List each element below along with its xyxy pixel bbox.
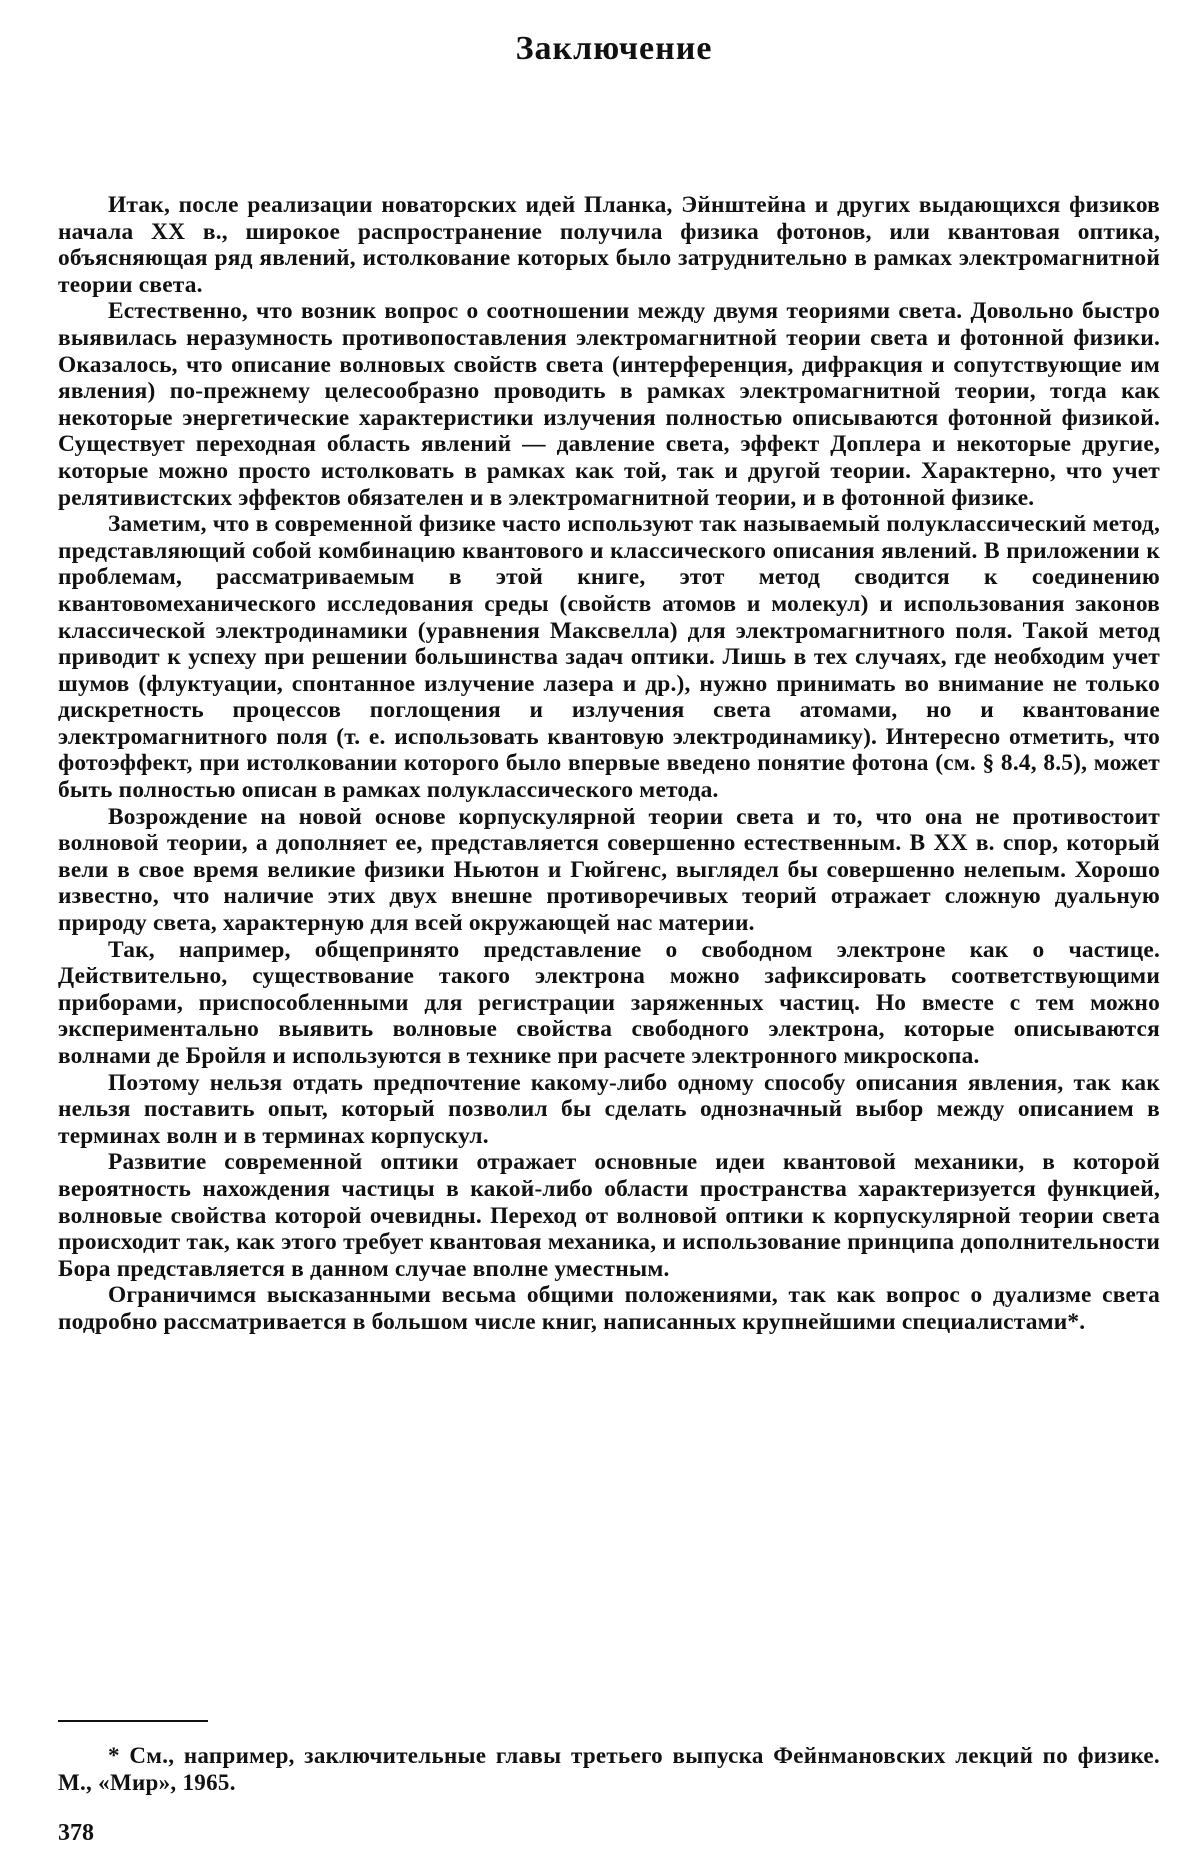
footnote: * См., например, заключительные главы третьего выпуска Фейнмановских лекций по физике. М., «Мир», 1965. xyxy=(58,1743,1160,1795)
paragraph-6: Поэтому нельзя отдать предпочтение какому-либо одному способу описания явления, так как нельзя поставить опыт, который позволил бы сделать однозначный выбор между описанием в терминах волн и в терминах корпускул. xyxy=(58,1069,1160,1149)
book-page xyxy=(58,30,1160,1850)
paragraph-1: Итак, после реализации новаторских идей Планка, Эйнштейна и других выдающихся физиков начала XX в., широкое распространение получила физика фотонов, или квантовая оптика, объясняющая ряд явлений, истолкование которых было затруднительно в рамках электромагнитной теории света. xyxy=(58,192,1160,298)
page-title: Заключение xyxy=(515,30,713,67)
paragraph-5: Так, например, общепринято представление о свободном электроне как о частице. Действительно, существование такого электрона можно зафиксировать соответствующими приборами, приспособленными для регистрации заряженных частиц. Но вместе с тем можно экспериментально выявить волновые свойства свободного электрона, которые описываются волнами де Бройля и используются в технике при расчете электронного микроскопа. xyxy=(58,936,1160,1069)
paragraph-3: Заметим, что в современной физике часто используют так называемый полуклассический метод, представляющий собой комбинацию квантового и классического описания явлений. В приложении к проблемам, рассматриваемым в этой книге, этот метод сводится к соединению квантовомеханического исследования среды (свойств атомов и молекул) и использования законов классической электродинамики (уравнения Максвелла) для электромагнитного поля. Такой метод приводит к успеху при решении большинства задач оптики. Лишь в тех случаях, где необходим учет шумов (флуктуации, спонтанное излучение лазера и др.), нужно принимать во внимание не только дискретность процессов поглощения и излучения света атомами, но и квантование электромагнитного поля (т. е. использовать квантовую электродинамику). Интересно отметить, что фотоэффект, при истолковании которого было впервые введено понятие фотона (см. § 8.4, 8.5), может быть полностью описан в рамках полуклассического метода. xyxy=(58,511,1160,804)
paragraph-7: Развитие современной оптики отражает основные идеи квантовой механики, в которой вероятность нахождения частицы в какой-либо области пространства характеризуется функцией, волновые свойства которой очевидны. Переход от волновой оптики к корпускулярной теории света происходит так, как этого требует квантовая механика, и использование принципа дополнительности Бора представляется в данном случае вполне уместным. xyxy=(58,1149,1160,1282)
paragraph-4: Возрождение на новой основе корпускулярной теории света и то, что она не противостоит волновой теории, а дополняет ее, представляется совершенно естественным. В XX в. спор, который вели в свое время великие физики Ньютон и Гюйгенс, выглядел бы совершенно нелепым. Хорошо известно, что наличие этих двух внешне противоречивых теорий отражает сложную дуальную природу света, характерную для всей окружающей нас материи. xyxy=(58,803,1160,937)
footnote-divider xyxy=(58,1720,208,1722)
paragraph-8: Ограничимся высказанными весьма общими положениями, так как вопрос о дуализме света подробно рассматривается в большом числе книг, написанных крупнейшими специалистами*. xyxy=(58,1282,1160,1335)
body-text xyxy=(58,192,1160,1336)
page-number: 378 xyxy=(58,1820,94,1846)
paragraph-2: Естественно, что возник вопрос о соотношении между двумя теориями света. Довольно быстро выявилась неразумность противопоставления электромагнитной теории света и фотонной физики. Оказалось, что описание волновых свойств света (интерференция, дифракция и сопутствующие им явления) по-прежнему целесообразно проводить в рамках электромагнитной теории, тогда как некоторые энергетические характеристики излучения полностью описываются фотонной физикой. Существует переходная область явлений — давление света, эффект Доплера и некоторые другие, которые можно просто истолковать в рамках как той, так и другой теории. Характерно, что учет релятивистских эффектов обязателен и в электромагнитной теории, и в фотонной физике. xyxy=(58,298,1160,511)
